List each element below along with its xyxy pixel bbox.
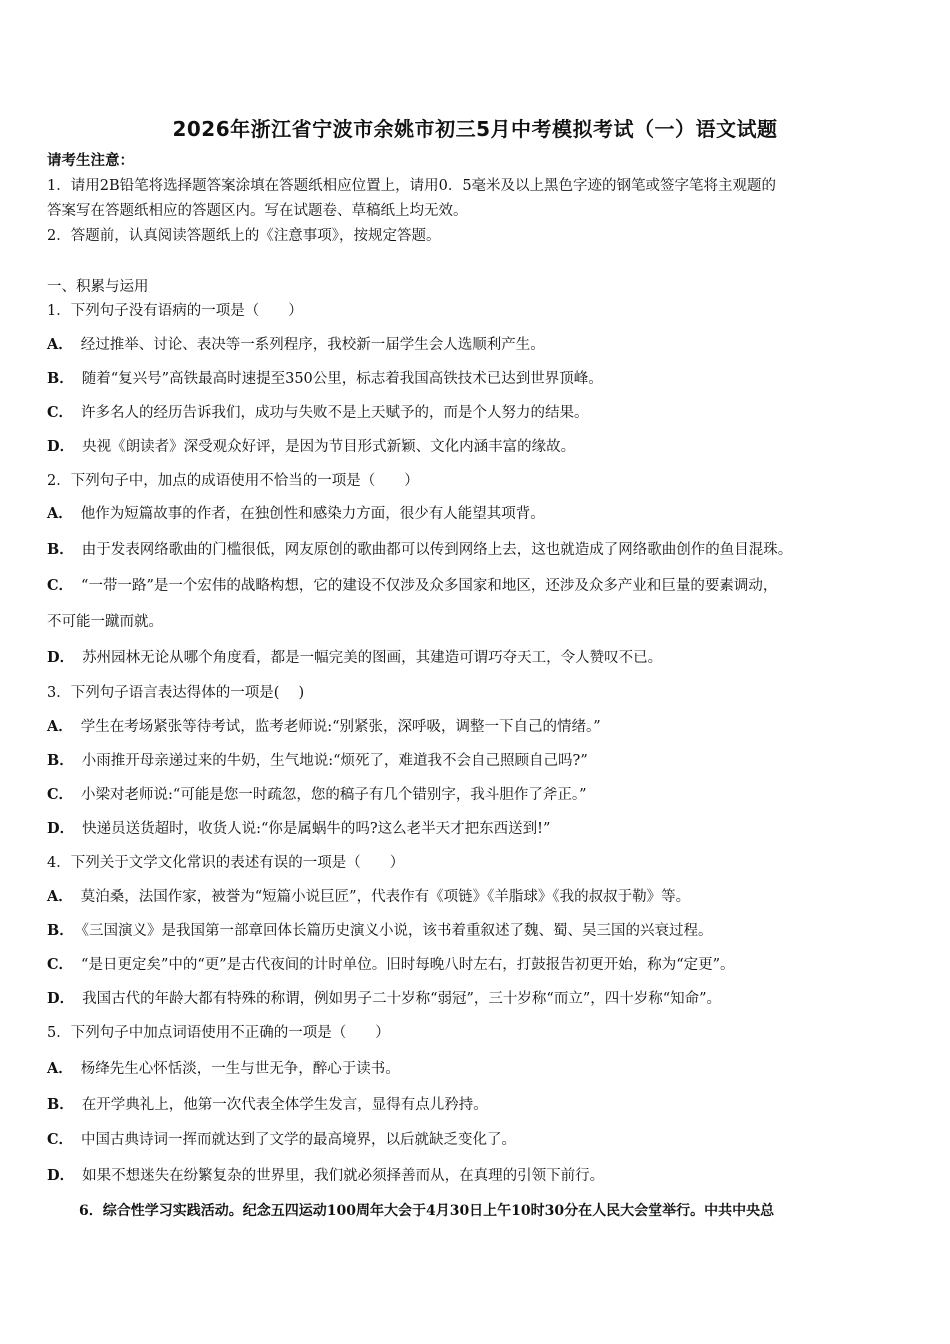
option-row [47,1130,516,1150]
option-letter: D． [47,649,75,666]
option-text: 杨绛先生心怀恬淡，一生与世无争，醉心于读书。 [80,1061,400,1077]
option-letter: A． [47,505,73,522]
question-stem: 3．下列句子语言表达得体的一项是( ) [47,685,305,701]
option-row [47,819,550,839]
option-letter: A． [47,718,73,735]
option-letter: C． [47,956,74,973]
option-letter: B． [47,922,74,939]
option-letter: D． [47,1167,75,1184]
option-letter: A． [47,336,73,353]
option-row [47,1095,488,1115]
option-row [47,576,777,596]
option-letter: C． [47,577,74,594]
option-letter: A． [47,888,73,905]
option-row [47,785,587,805]
option-letter: D． [47,438,75,455]
option-text: 由于发表网络歌曲的门槛很低，网友原创的歌曲都可以传到网络上去，这也就造成了网络歌曲创作的鱼目混珠。 [81,542,793,558]
option-text: 央视《朗读者》深受观众好评，是因为节目形式新颖、文化内涵丰富的缘故。 [82,439,576,455]
option-row [47,751,588,771]
option-letter: C． [47,786,74,803]
option-text: 如果不想迷失在纷繁复杂的世界里，我们就必须择善而从，在真理的引领下前行。 [82,1168,605,1184]
option-text: 莫泊桑，法国作家，被誉为“短篇小说巨匠”，代表作有《项链》《羊脂球》《我的叔叔于勒》等。 [80,889,691,905]
option-row [47,540,792,560]
option-row-continued [47,612,163,632]
option-text: 小梁对老师说:“可能是您一时疏忽，您的稿子有几个错别字，我斗胆作了斧正。” [81,787,587,803]
page-title: 2026年浙江省宁波市余姚市初三5月中考模拟考试（一）语文试题 [172,117,778,141]
option-text: 小雨推开母亲递过来的牛奶，生气地说:“烦死了，难道我不会自己照顾自己吗?” [81,753,588,769]
option-text: 他作为短篇故事的作者，在独创性和感染力方面，很少有人能望其项背。 [80,506,545,522]
option-text: 在开学典礼上，他第一次代表全体学生发言，显得有点儿矜持。 [81,1097,488,1113]
option-letter: B． [47,541,74,558]
question-stem: 5．下列句子中加点词语使用不正确的一项是（ ） [47,1025,390,1041]
option-text: 我国古代的年龄大都有特殊的称谓，例如男子二十岁称“弱冠”，三十岁称“而立”，四十岁称“知命”。 [82,991,722,1007]
option-row [47,403,589,423]
section-heading: 一、积累与运用 [47,279,149,295]
question-stem: 2．下列句子中，加点的成语使用不恰当的一项是（ ） [47,473,419,489]
option-letter: C． [47,1131,74,1148]
option-row [47,504,545,524]
option-letter: D． [47,820,75,837]
option-row [47,1059,400,1079]
option-letter: D． [47,990,75,1007]
notice-line: 答案写在答题纸相应的答题区内。写在试题卷、草稿纸上均无效。 [47,203,468,219]
notice-line: 1．请用2B铅笔将选择题答案涂填在答题纸相应位置上，请用0．5毫米及以上黑色字迹的钢笔或签字笔将主观题的 [47,178,777,194]
option-letter: B． [47,1096,74,1113]
option-row [47,717,601,737]
option-row [47,921,713,941]
option-text: “是日更定矣”中的“更”是古代夜间的计时单位。旧时每晚八时左右，打鼓报告初更开始，称为“定更”。 [81,957,735,973]
option-row [47,989,721,1009]
option-row [47,955,735,975]
option-letter: B． [47,752,74,769]
option-text: 不可能一蹴而就。 [47,614,163,630]
option-text: “一带一路”是一个宏伟的战略构想，它的建设不仅涉及众多国家和地区，还涉及众多产业和巨量的要素调动， [81,578,778,594]
option-text: 苏州园林无论从哪个角度看，都是一幅完美的图画，其建造可谓巧夺天工，令人赞叹不已。 [82,650,663,666]
option-row [47,437,575,457]
option-letter: A． [47,1060,73,1077]
notice-heading: 请考生注意： [47,152,134,169]
option-text: 学生在考场紧张等待考试，监考老师说:“别紧张，深呼吸，调整一下自己的情绪。” [80,719,601,735]
question-stem: 1．下列句子没有语病的一项是（ ） [47,303,303,319]
option-text: 快递员送货超时，收货人说:“你是属蜗牛的吗?这么老半天才把东西送到!” [82,821,551,837]
notice-line: 2．答题前，认真阅读答题纸上的《注意事项》，按规定答题。 [47,228,441,244]
option-text: 中国古典诗词一挥而就达到了文学的最高境界，以后就缺乏变化了。 [81,1132,517,1148]
question-stem: 4．下列关于文学文化常识的表述有误的一项是（ ） [47,855,405,871]
option-text: 许多名人的经历告诉我们，成功与失败不是上天赋予的，而是个人努力的结果。 [81,405,589,421]
option-row [47,887,690,907]
option-letter: C． [47,404,74,421]
option-row [47,648,662,668]
option-text: 经过推举、讨论、表决等一系列程序，我校新一届学生会人选顺利产生。 [80,337,545,353]
option-row [47,1166,604,1186]
option-row [47,369,603,389]
option-text: 随着“复兴号”高铁最高时速提至350公里，标志着我国高铁技术已达到世界顶峰。 [81,371,603,387]
question-stem: 6．综合性学习实践活动。纪念五四运动100周年大会于4月30日上午10时30分在人民大会堂举行。中共中央总 [79,1203,775,1219]
option-row [47,335,545,355]
option-text: 《三国演义》是我国第一部章回体长篇历史演义小说，该书着重叙述了魏、蜀、吴三国的兴衰过程。 [81,923,713,939]
option-letter: B． [47,370,74,387]
